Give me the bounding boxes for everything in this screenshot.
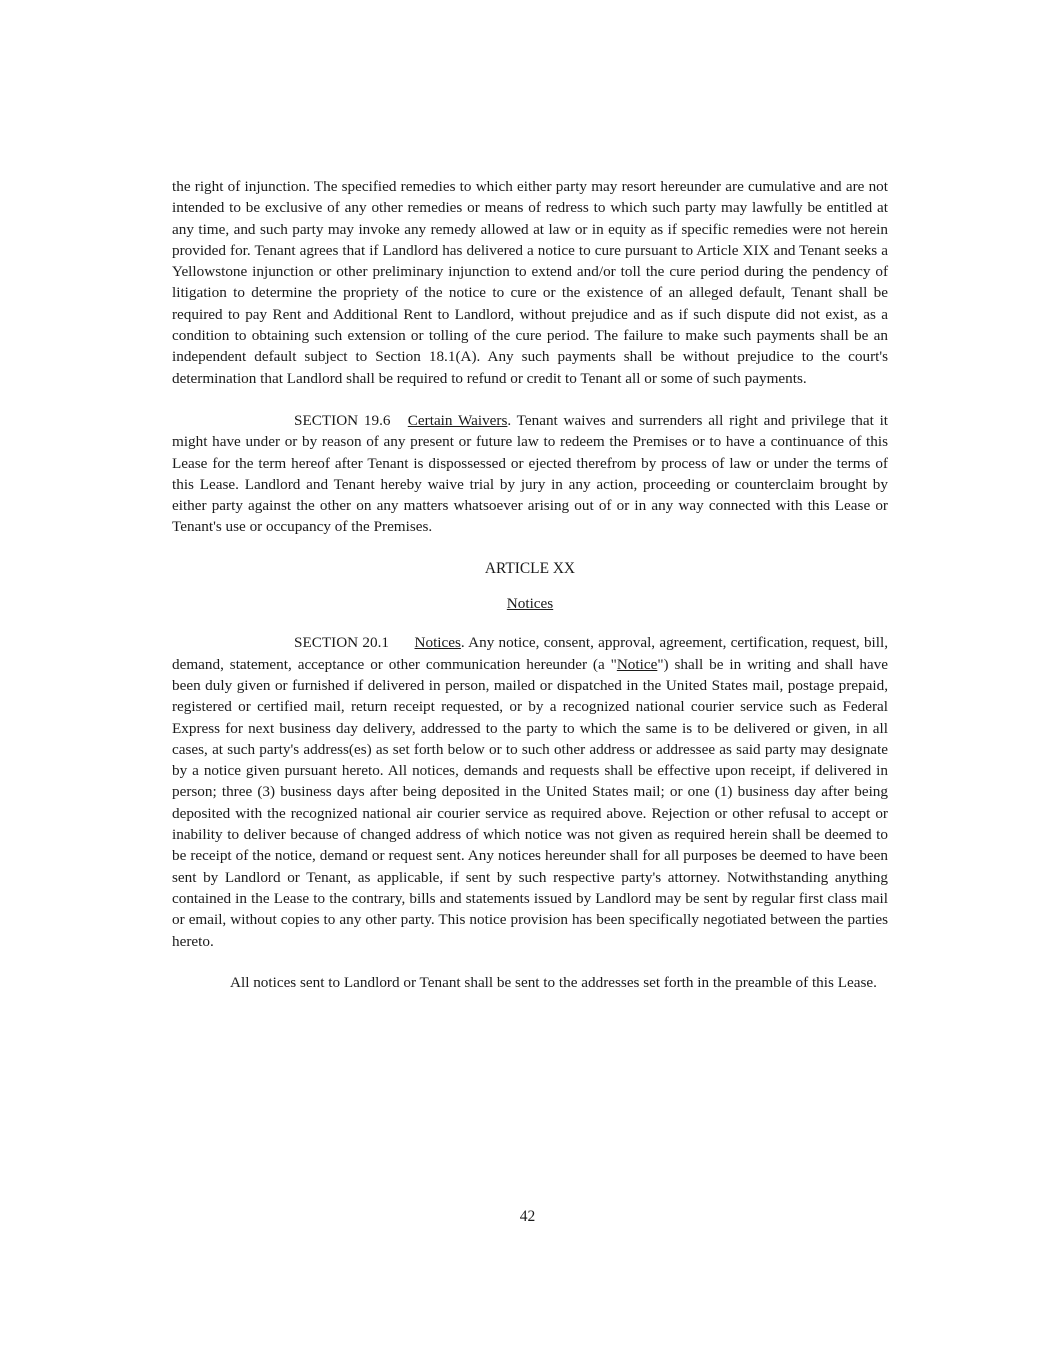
page-number: 42 [519,1208,536,1225]
section-19-6-number: SECTION 19.6 [294,411,391,429]
section-19-6-paragraph [172,410,888,538]
document-page [172,176,888,993]
closing-paragraph: All notices sent to Landlord or Tenant shall be sent to the addresses set forth in the preamble of this Lease. [230,973,877,991]
section-20-1-paragraph [172,632,888,951]
section-20-1-text-part2: ") shall be in writing and shall have been duly given or furnished if delivered in person, mailed or dispatched in the United States mail, postage prepaid, registered or certified mail, return receipt requested, or by a recognized national courier service such as Federal Express for next business day delivery, addressed to the party to which the same is to be delivered or given, in all cases, at such party's address(es) as set forth below or to such other address or addressee as said party may designate by a notice given pursuant hereto. All notices, demands and requests shall be effective upon receipt, if delivered in person; three (3) business days after being deposited in the United States mail; or one (1) business day after being deposited with the recognized national air courier service as required above. Rejection or other refusal to accept or inability to deliver because of changed address of which notice was not given as required herein shall be deemed to be receipt of the notice, demand or request sent. Any notices hereunder shall for all purposes be deemed to have been sent by Landlord or Tenant, as applicable, if sent by such respective party's attorney. Notwithstanding anything contained in the Lease to the contrary, bills and statements issued by Landlord may be sent by regular first class mail or email, without copies to any other party. This notice provision has been specifically negotiated between the parties hereto. [172,655,888,950]
section-20-1-number: SECTION 20.1 [294,634,389,652]
section-19-6-heading: Certain Waivers [407,411,508,429]
continuation-paragraph: the right of injunction. The specified remedies to which either party may resort hereunder are cumulative and are not intended to be exclusive of any other remedies or means of redress to which such party may lawfully be entitled at any time, and such party may invoke any remedy allowed at law or in equity as if specific remedies were not herein provided for. Tenant agrees that if Landlord has delivered a notice to cure pursuant to Article XIX and Tenant seeks a Yellowstone injunction or other preliminary injunction to extend and/or toll the cure period during the pendency of litigation to determine the propriety of the notice to cure or the existence of an alleged default, Tenant shall be required to pay Rent and Additional Rent to Landlord, without prejudice and as if such dispute did not exist, as a condition to obtaining such extension or tolling of the cure period. The failure to make such payments shall be an independent default subject to Section 18.1(A). Any such payments shall be without prejudice to the court's determination that Landlord shall be required to refund or credit to Tenant all or some of such payments. [172,178,888,387]
section-19-6-gap [390,412,407,429]
section-20-1-heading: Notices [414,634,461,652]
section-19-6-text: . Tenant waives and surrenders all right and privilege that it might have under or by reason of any present or future law to redeem the Premises or to have a continuance of this Lease for the term hereof after Tenant is dispossessed or ejected therefrom by process of law or under the terms of this Lease. Landlord and Tenant hereby waive trial by jury in any action, proceeding or counterclaim brought by either party against the other on any matters whatsoever arising out of or in any way connected with this Lease or Tenant's use or occupancy of the Premises. [172,411,889,536]
section-20-1-gap [389,634,415,651]
article-number: ARTICLE XX [484,559,576,577]
article-title: Notices [506,595,554,613]
defined-term-notice: Notice [616,655,658,673]
section-20-1-text-part1: . Any notice, consent, approval, agreement, certification, request, bill, demand, statement, acceptance or other communication hereunder (a " [172,634,889,673]
